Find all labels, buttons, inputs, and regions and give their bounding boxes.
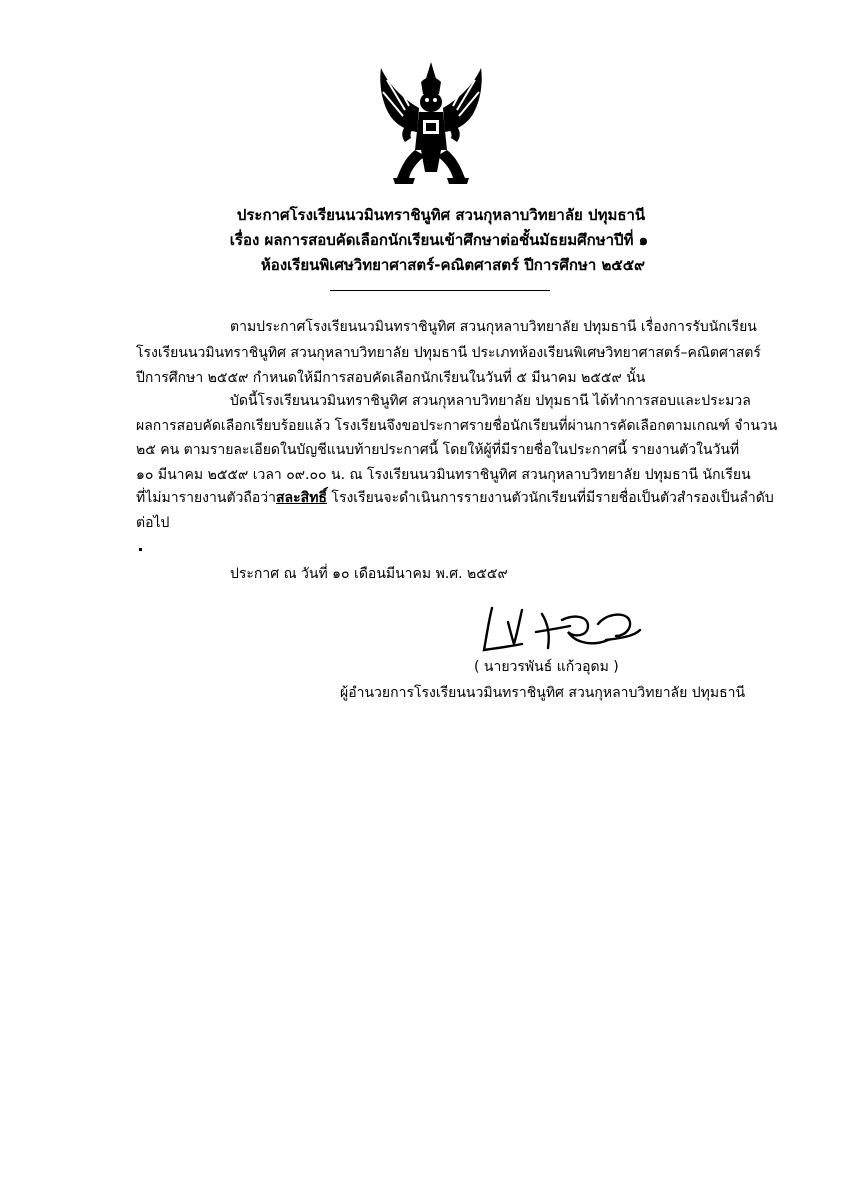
paragraph-1-line-3: ปีการศึกษา ๒๕๕๙ กำหนดให้มีการสอบคัดเลือกนักเรียนในวันที่ ๕ มีนาคม ๒๕๕๙ นั้น — [136, 370, 646, 386]
paragraph-2-line-5 — [136, 487, 774, 509]
announcement-date: ประกาศ ณ วันที่ ๑๐ เดือนมีนาคม พ.ศ. ๒๕๕๙ — [230, 566, 508, 582]
announcement-program: ห้องเรียนพิเศษวิทยาศาสตร์-คณิตศาสตร์ ปีการศึกษา ๒๕๕๙ — [260, 256, 646, 274]
title-divider — [330, 290, 550, 291]
paragraph-2-line-5-end: โรงเรียนจะดำเนินการรายงานตัวนักเรียนที่มีรายชื่อเป็นตัวสำรองเป็นลำดับ — [326, 490, 774, 506]
paragraph-2-line-5-start: ที่ไม่มารายงานตัวถือว่า — [136, 490, 276, 506]
forfeit-emphasis: สละสิทธิ์ — [276, 490, 327, 506]
paragraph-2-line-2: ผลการสอบคัดเลือกเรียบร้อยแล้ว โรงเรียนจึงขอประกาศรายชื่อนักเรียนที่ผ่านการคัดเลือกตามเกณฑ์ จำนวน — [136, 418, 778, 434]
paragraph-2-line-3: ๒๕ คน ตามรายละเอียดในบัญชีแนบท้ายประกาศนี้ โดยให้ผู้ที่มีรายชื่อในประกาศนี้ รายงานตัวในวันที่ — [136, 442, 740, 458]
paragraph-2-line-6: ต่อไป — [136, 515, 170, 531]
paragraph-1-line-2: โรงเรียนนวมินทราชินูทิศ สวนกุหลาบวิทยาลัย ปทุมธานี ประเภทห้องเรียนพิเศษวิทยาศาสตร์–คณิตศาสตร์ — [136, 345, 761, 361]
handwritten-signature — [478, 600, 648, 656]
scan-dot — [139, 548, 142, 551]
paragraph-2-line-1: บัดนี้โรงเรียนนวมินทราชินูทิศ สวนกุหลาบวิทยาลัย ปทุมธานี ได้ทำการสอบและประมวล — [230, 393, 751, 409]
garuda-emblem-icon — [375, 60, 487, 185]
announcement-title: ประกาศโรงเรียนนวมินทราชินูทิศ สวนกุหลาบวิทยาลัย ปทุมธานี — [236, 206, 646, 224]
announcement-subject: เรื่อง ผลการสอบคัดเลือกนักเรียนเข้าศึกษาต่อชั้นมัธยมศึกษาปีที่ ๑ — [229, 231, 649, 249]
paragraph-2-line-4: ๑๐ มีนาคม ๒๕๕๙ เวลา ๐๙.๐๐ น. ณ โรงเรียนนวมินทราชินูทิศ สวนกุหลาบวิทยาลัย ปทุมธานี นักเรียน — [136, 467, 751, 483]
signatory-title: ผู้อำนวยการโรงเรียนนวมินทราชินูทิศ สวนกุหลาบวิทยาลัย ปทุมธานี — [340, 685, 746, 701]
paragraph-1-line-1: ตามประกาศโรงเรียนนวมินทราชินูทิศ สวนกุหลาบวิทยาลัย ปทุมธานี เรื่องการรับนักเรียน — [230, 319, 757, 335]
signatory-name: ( นายวรพันธ์ แก้วอุดม ) — [474, 659, 619, 675]
